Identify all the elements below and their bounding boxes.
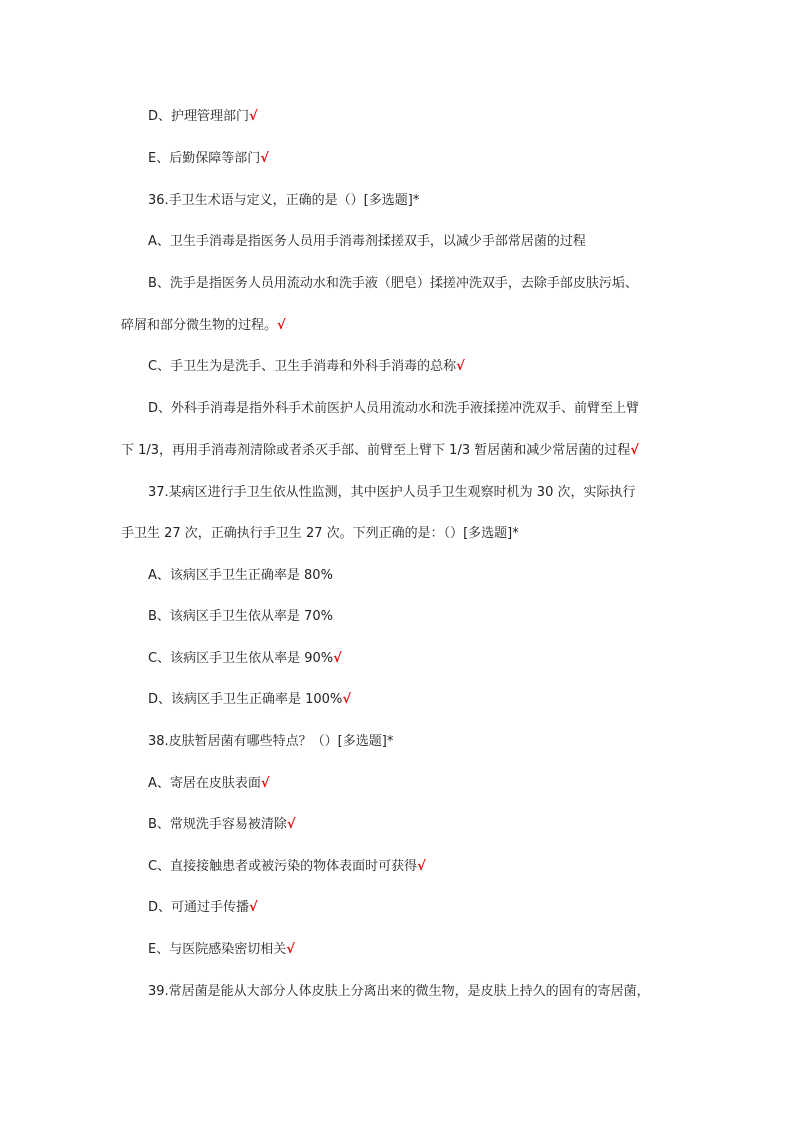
- correct-check-icon: √: [333, 651, 342, 666]
- question-line: 38.皮肤暂居菌有哪些特点？（）[多选题]*: [148, 734, 394, 749]
- option-line: D、可通过手传播√: [148, 900, 258, 915]
- correct-check-icon: √: [260, 151, 269, 166]
- question-line: 39.常居菌是能从大部分人体皮肤上分离出来的微生物，是皮肤上持久的固有的寄居菌，: [148, 984, 650, 999]
- option-line: A、寄居在皮肤表面√: [148, 776, 270, 791]
- correct-check-icon: √: [456, 359, 465, 374]
- option-line: D、护理管理部门√: [148, 109, 258, 124]
- option-line: B、洗手是指医务人员用流动水和洗手液（肥皂）揉搓冲洗双手，去除手部皮肤污垢、: [148, 276, 638, 291]
- option-line: D、该病区手卫生正确率是 100%√: [148, 692, 351, 707]
- option-line: B、常规洗手容易被清除√: [148, 817, 296, 832]
- option-line: C、直接接触患者或被污染的物体表面时可获得√: [148, 859, 426, 874]
- correct-check-icon: √: [249, 109, 258, 124]
- option-line: D、外科手消毒是指外科手术前医护人员用流动水和洗手液揉搓冲洗双手、前臂至上臂: [148, 401, 640, 416]
- option-line: A、卫生手消毒是指医务人员用手消毒剂揉搓双手，以减少手部常居菌的过程: [148, 234, 586, 249]
- correct-check-icon: √: [277, 318, 286, 333]
- correct-check-icon: √: [630, 443, 639, 458]
- question-continuation-line: 手卫生 27 次，正确执行手卫生 27 次。下列正确的是：（）[多选题]*: [121, 526, 519, 541]
- correct-check-icon: √: [342, 692, 351, 707]
- option-line: E、与医院感染密切相关√: [148, 942, 295, 957]
- correct-check-icon: √: [417, 859, 426, 874]
- correct-check-icon: √: [260, 776, 270, 791]
- correct-check-icon: √: [286, 942, 295, 957]
- option-line: E、后勤保障等部门√: [148, 151, 269, 166]
- option-continuation-line: 下 1/3，再用手消毒剂清除或者杀灭手部、前臂至上臂下 1/3 暂居菌和减少常居菌的过程√: [121, 443, 639, 458]
- option-line: B、该病区手卫生依从率是 70%: [148, 609, 333, 624]
- option-line: C、该病区手卫生依从率是 90%√: [148, 651, 342, 666]
- option-line: C、手卫生为是洗手、卫生手消毒和外科手消毒的总称√: [148, 359, 465, 374]
- option-line: A、该病区手卫生正确率是 80%: [148, 568, 333, 583]
- question-line: 36.手卫生术语与定义，正确的是（）[多选题]*: [148, 193, 420, 208]
- correct-check-icon: √: [249, 900, 258, 915]
- question-line: 37.某病区进行手卫生依从性监测，其中医护人员手卫生观察时机为 30 次，实际执行: [148, 485, 636, 500]
- option-continuation-line: 碎屑和部分微生物的过程。√: [121, 318, 286, 333]
- correct-check-icon: √: [286, 817, 296, 832]
